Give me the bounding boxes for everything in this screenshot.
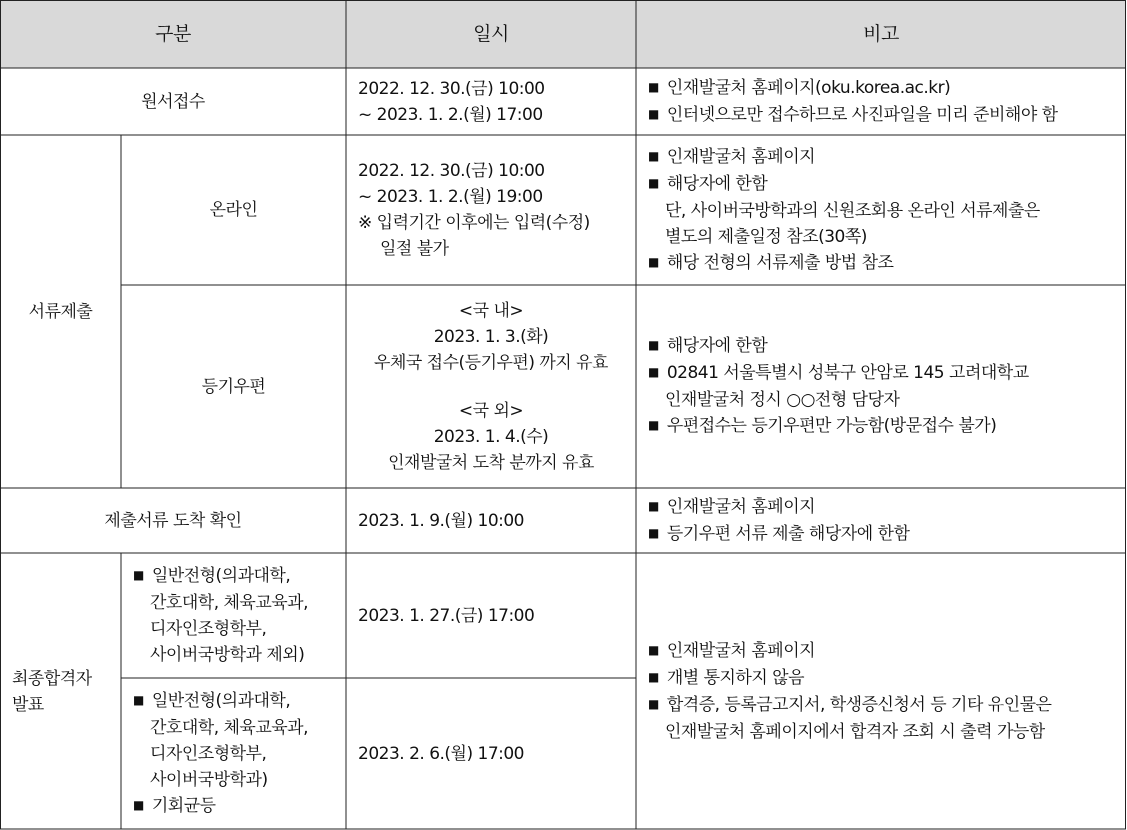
arrival-remarks-cell <box>636 488 1126 553</box>
arrival-datetime-cell <box>346 488 636 553</box>
application-label: 원서접수 <box>141 91 205 112</box>
final-label-cell <box>0 553 121 830</box>
mail-overseas-heading: <국 외> <box>458 400 524 421</box>
row-application-datetime <box>346 68 636 135</box>
mail-label: 등기우편 <box>201 376 266 397</box>
online-end: ~ 2023. 1. 2.(월) 19:00 <box>358 187 543 207</box>
documents-label: 서류제출 <box>28 301 93 322</box>
mail-domestic-note: 우체국 접수(등기우편) 까지 유효 <box>374 352 608 373</box>
final-remark-2: ■ 개별 통지하지 않음 <box>648 665 804 692</box>
row-application-label <box>0 68 346 135</box>
header-remarks-text: 비고 <box>863 23 899 45</box>
online-note: ※ 입력기간 이후에는 입력(수정) <box>358 213 590 233</box>
application-end: ~ 2023. 1. 2.(월) 17:00 <box>358 104 543 125</box>
row-application-remarks <box>636 68 1126 135</box>
mail-remark-2: ■ 02841 서울특별시 성북구 안암로 145 고려대학교 <box>648 360 1029 387</box>
header-category <box>0 0 346 68</box>
online-remark-1: ■ 인재발굴처 홈페이지 <box>648 144 815 171</box>
application-remark-1: ■ 인재발굴처 홈페이지(oku.korea.ac.kr) <box>648 75 950 102</box>
final-label-line2: 발표 <box>12 694 44 715</box>
final-remark-1: ■ 인재발굴처 홈페이지 <box>648 638 815 665</box>
mail-overseas-note: 인재발굴처 도착 분까지 유효 <box>388 452 594 473</box>
group1-item-1-cont3: 사이버국방학과 제외) <box>150 645 305 665</box>
mail-remarks-cell <box>636 285 1126 488</box>
group2-item-1: ■ 일반전형(의과대학, <box>133 688 290 715</box>
mail-label-cell <box>121 285 346 488</box>
arrival-remark-2: ■ 등기우편 서류 제출 해당자에 한함 <box>648 521 909 548</box>
final-group2-cell <box>121 678 346 830</box>
application-remark-2: ■ 인터넷으로만 접수하므로 사진파일을 미리 준비해야 함 <box>648 102 1058 129</box>
group2-item-2: ■ 기회균등 <box>133 793 216 820</box>
mail-datetime-cell <box>346 285 636 488</box>
arrival-label: 제출서류 도착 확인 <box>104 510 242 531</box>
final-group2-datetime-cell <box>346 678 636 830</box>
mail-overseas-date: 2023. 1. 4.(수) <box>433 426 549 447</box>
final-group1-cell <box>121 553 346 678</box>
header-datetime-text: 일시 <box>473 23 509 45</box>
final-remark-3: ■ 합격증, 등록금고지서, 학생증신청서 등 기타 유인물은 <box>648 692 1051 719</box>
online-label: 온라인 <box>209 200 258 220</box>
mail-domestic-date: 2023. 1. 3.(화) <box>433 326 549 347</box>
online-label-cell <box>121 135 346 285</box>
online-remark-2-cont: 단, 사이버국방학과의 신원조회용 온라인 서류제출은 <box>665 200 1040 221</box>
final-group1-datetime-cell <box>346 553 636 678</box>
group1-item-1: ■ 일반전형(의과대학, <box>133 563 290 590</box>
mail-domestic-heading: <국 내> <box>458 300 524 321</box>
group1-item-1-cont1: 간호대학, 체육교육과, <box>150 593 309 613</box>
online-remarks-cell <box>636 135 1126 285</box>
group1-datetime: 2023. 1. 27.(금) 17:00 <box>358 605 535 626</box>
documents-label-cell <box>0 135 121 488</box>
mail-remark-1: ■ 해당자에 한함 <box>648 333 767 360</box>
group2-item-1-cont3: 사이버국방학과) <box>150 770 268 790</box>
arrival-datetime: 2023. 1. 9.(월) 10:00 <box>358 510 524 531</box>
online-start: 2022. 12. 30.(금) 10:00 <box>358 161 545 181</box>
group1-item-1-cont2: 디자인조형학부, <box>150 619 267 639</box>
header-category-text: 구분 <box>155 23 191 45</box>
online-note-cont: 일절 불가 <box>380 239 449 259</box>
final-remark-3-cont: 인재발굴처 홈페이지에서 합격자 조회 시 출력 가능함 <box>665 722 1045 742</box>
arrival-remark-1: ■ 인재발굴처 홈페이지 <box>648 494 815 521</box>
online-remark-3: ■ 해당 전형의 서류제출 방법 참조 <box>648 250 893 277</box>
online-datetime-cell <box>346 135 636 285</box>
group2-item-1-cont2: 디자인조형학부, <box>150 744 267 764</box>
mail-remark-2-cont: 인재발굴처 정시 ○○전형 담당자 <box>665 390 900 410</box>
group2-datetime: 2023. 2. 6.(월) 17:00 <box>358 744 524 764</box>
final-label-line1: 최종합격자 <box>12 668 92 689</box>
group2-item-1-cont1: 간호대학, 체육교육과, <box>150 718 309 738</box>
header-remarks <box>636 0 1126 68</box>
header-datetime <box>346 0 636 68</box>
online-remark-2-cont2: 별도의 제출일정 참조(30쪽) <box>665 226 867 247</box>
online-remark-2: ■ 해당자에 한함 <box>648 171 767 198</box>
mail-remark-3: ■ 우편접수는 등기우편만 가능함(방문접수 불가) <box>648 413 996 440</box>
final-remarks-cell <box>636 553 1126 830</box>
application-start: 2022. 12. 30.(금) 10:00 <box>358 78 545 99</box>
arrival-label-cell <box>0 488 346 553</box>
